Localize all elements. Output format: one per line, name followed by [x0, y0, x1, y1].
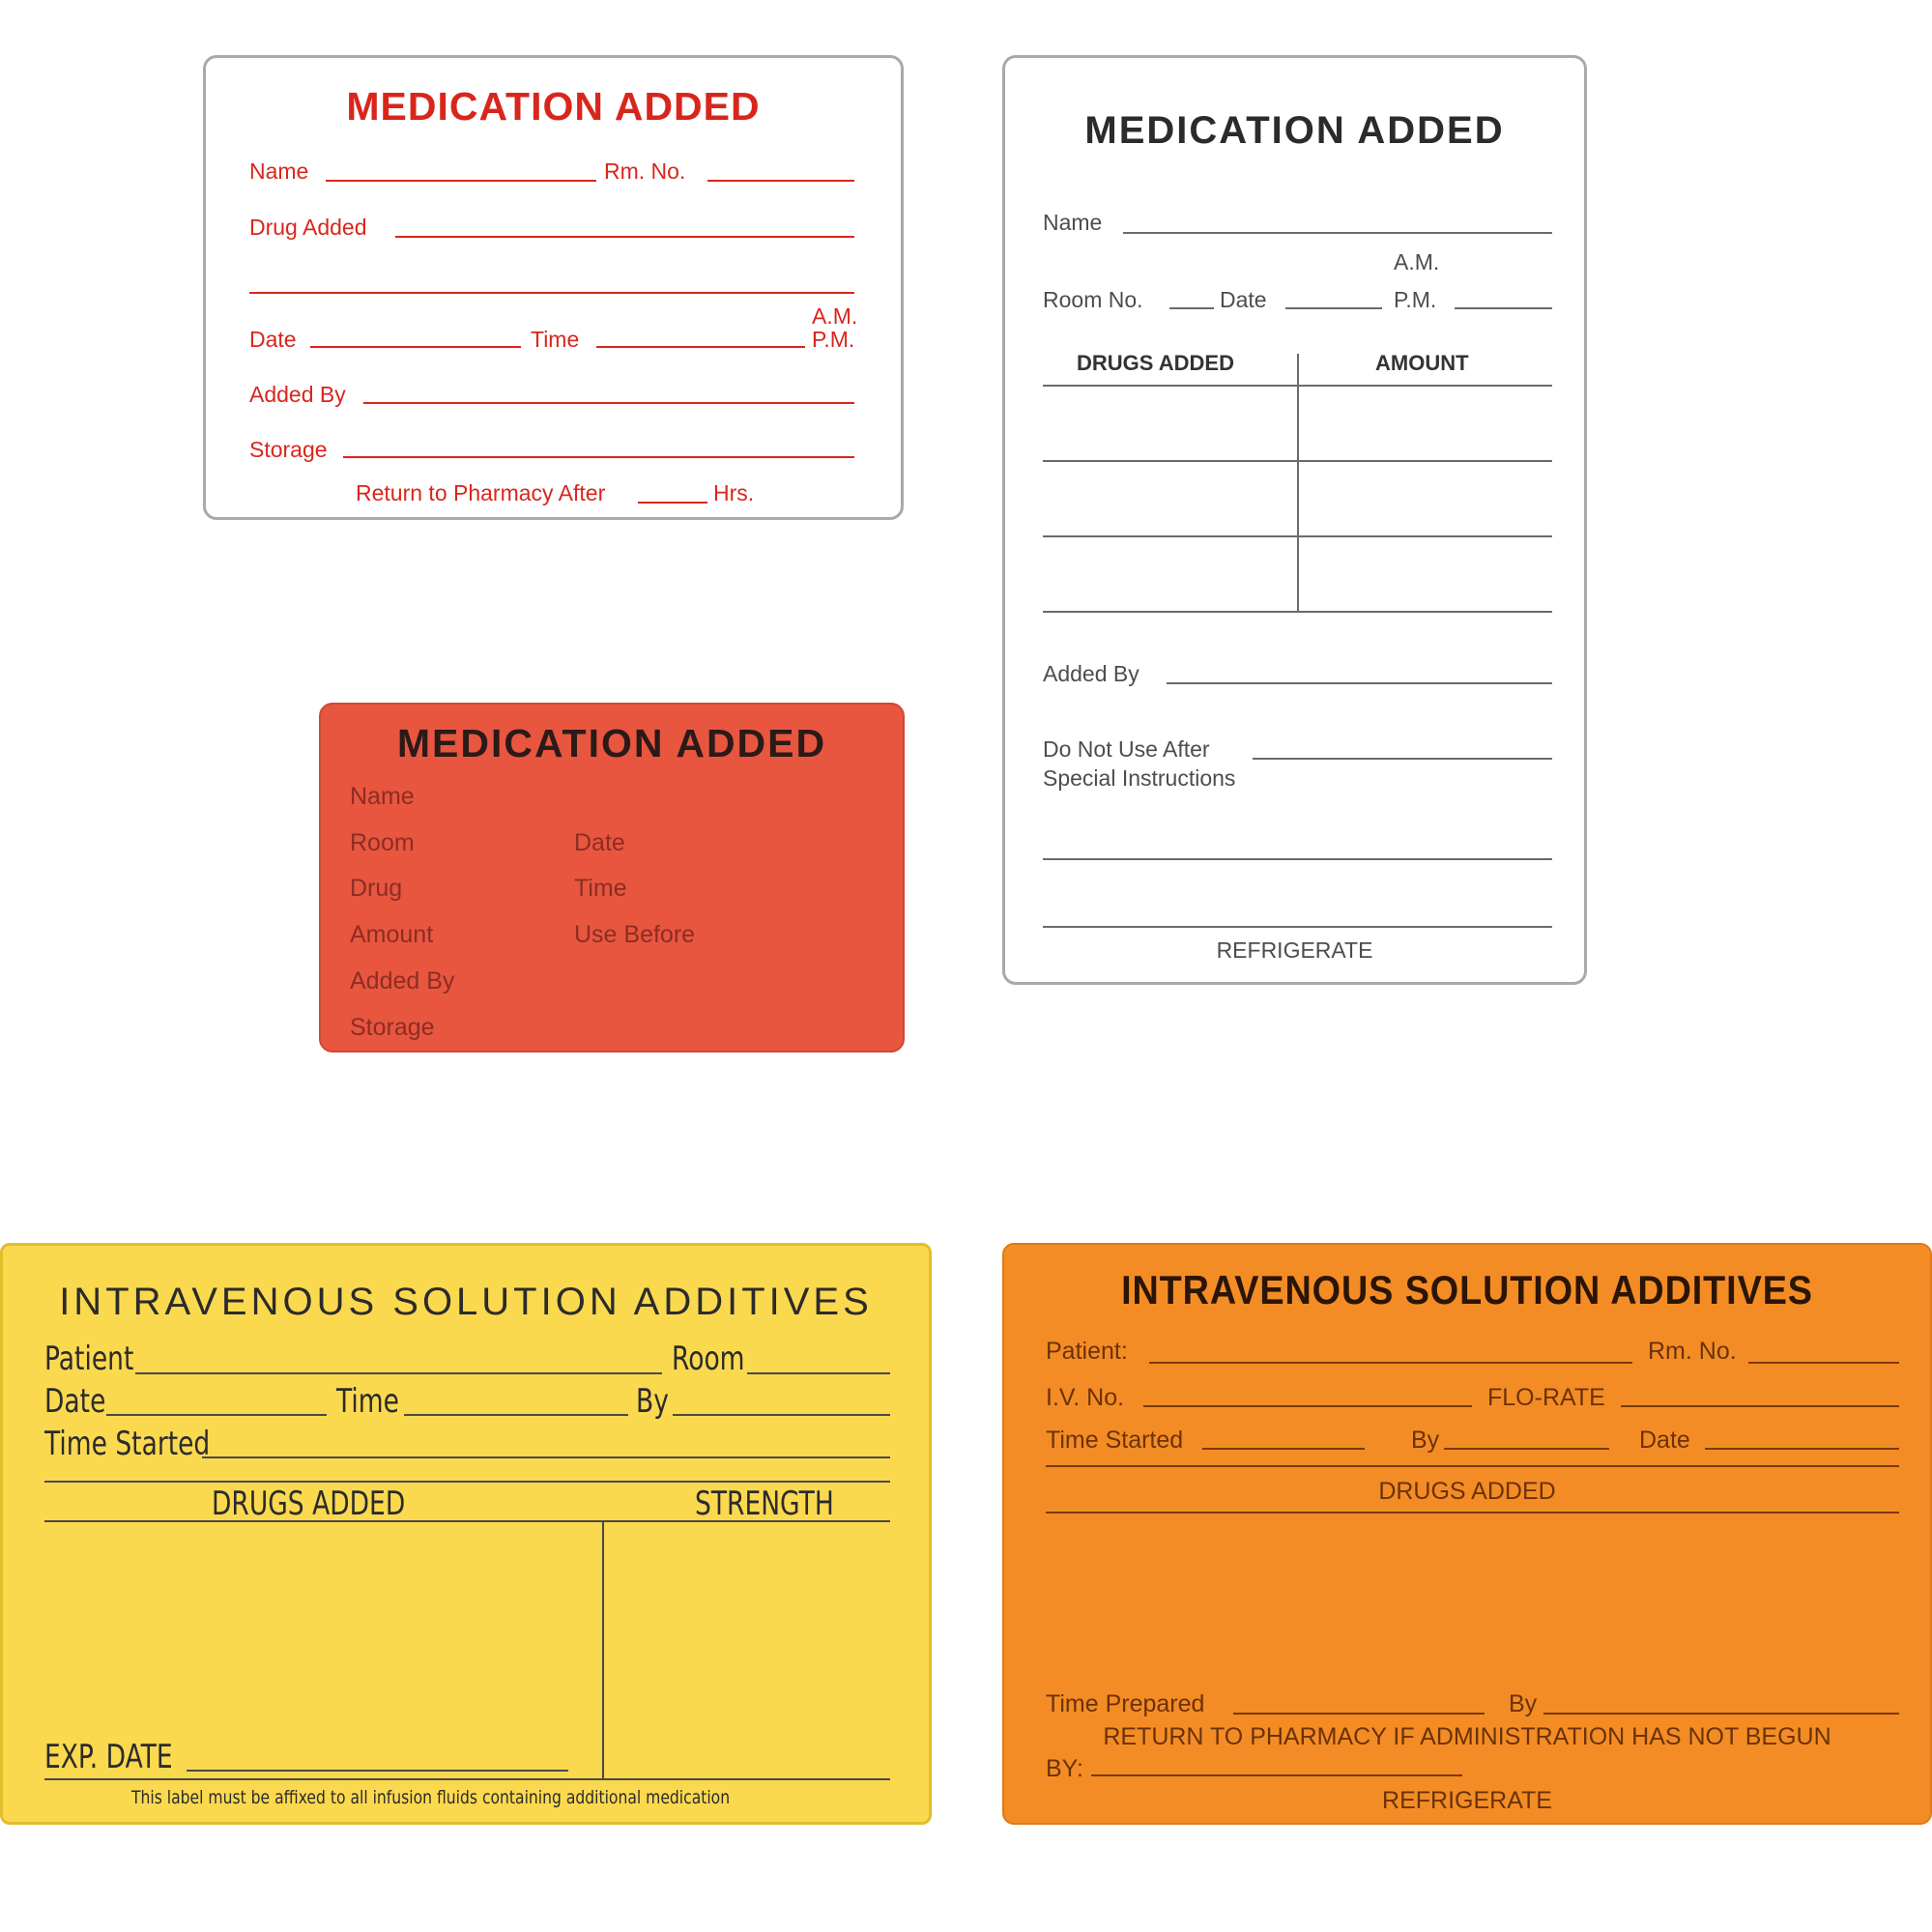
date-field-label: Date	[249, 327, 297, 352]
room-line	[747, 1372, 890, 1374]
drugs-added-column-header: DRUGS ADDED	[1077, 351, 1234, 375]
name-field-label: Name	[350, 783, 415, 810]
label-title: MEDICATION ADDED	[346, 84, 761, 129]
pm-label: P.M.	[1394, 287, 1437, 312]
by-prepared-field-label: By	[1509, 1690, 1538, 1717]
room-no-field-label: Room No.	[1043, 287, 1143, 312]
iv-no-field-label: I.V. No.	[1046, 1384, 1125, 1411]
amount-column-header: AMOUNT	[1375, 351, 1469, 375]
medication-added-label-red	[203, 55, 904, 520]
added-by-field-label: Added By	[249, 382, 346, 407]
added-by-line	[363, 402, 854, 404]
flo-rate-field-label: FLO-RATE	[1487, 1384, 1605, 1411]
table-column-divider	[1297, 354, 1299, 611]
by-line	[1444, 1448, 1609, 1450]
special-instructions-label: Special Instructions	[1043, 765, 1236, 791]
pm-line	[1455, 307, 1552, 309]
rm-no-field-label: Rm. No.	[604, 159, 686, 184]
drug-added-field-label: Drug Added	[249, 215, 367, 240]
time-field-label: Time	[574, 875, 627, 902]
patient-field-label: Patient	[44, 1340, 134, 1378]
added-by-field-label: Added By	[1043, 661, 1139, 686]
date-field-label: Date	[1639, 1427, 1690, 1454]
am-label: A.M.	[1394, 249, 1440, 274]
hours-text: Hrs.	[713, 480, 755, 505]
name-field-label: Name	[1043, 210, 1103, 235]
time-started-line	[202, 1456, 890, 1458]
name-field-label: Name	[249, 159, 309, 184]
label-title: MEDICATION ADDED	[396, 721, 827, 765]
drug-added-line	[395, 236, 854, 238]
by-colon-line	[1091, 1774, 1462, 1776]
iv-no-line	[1143, 1405, 1472, 1407]
room-field-label: Room	[350, 829, 415, 856]
by-field-label: By	[636, 1382, 669, 1421]
use-before-field-label: Use Before	[574, 921, 696, 948]
drugs-added-column-header: DRUGS ADDED	[212, 1485, 406, 1523]
room-no-line	[1169, 307, 1214, 309]
exp-date-line	[187, 1770, 568, 1772]
iv-solution-additives-label-orange	[1002, 1243, 1932, 1825]
table-row-rule	[1043, 611, 1552, 613]
table-top-rule	[44, 1481, 890, 1483]
time-line	[596, 346, 805, 348]
name-line	[326, 180, 596, 182]
date-field-label: Date	[574, 829, 625, 856]
instructions-line	[1043, 858, 1552, 860]
label-title: MEDICATION ADDED	[1084, 109, 1505, 152]
patient-line	[1149, 1362, 1632, 1364]
do-not-use-after-line	[1253, 758, 1552, 760]
instructions-line	[1043, 926, 1552, 928]
room-field-label: Room	[672, 1340, 745, 1378]
date-field-label: Date	[44, 1382, 106, 1421]
rm-no-field-label: Rm. No.	[1648, 1338, 1737, 1365]
time-field-label: Time	[531, 327, 580, 352]
am-label: A.M.	[812, 303, 858, 329]
date-line	[1285, 307, 1382, 309]
return-to-pharmacy-text: RETURN TO PHARMACY IF ADMINISTRATION HAS NOT BEGUN	[1103, 1723, 1831, 1750]
table-header-rule	[44, 1520, 890, 1522]
drugs-header-rule	[1046, 1512, 1899, 1514]
time-prepared-field-label: Time Prepared	[1046, 1690, 1205, 1717]
date-line	[106, 1414, 327, 1416]
do-not-use-after-label: Do Not Use After	[1043, 736, 1210, 762]
refrigerate-text: REFRIGERATE	[1382, 1787, 1552, 1814]
table-column-divider	[602, 1520, 604, 1778]
name-line	[1123, 232, 1552, 234]
by-prepared-line	[1543, 1713, 1899, 1715]
strength-column-header: STRENGTH	[695, 1485, 834, 1523]
time-field-label: Time	[336, 1382, 399, 1421]
patient-line	[135, 1372, 662, 1374]
label-title: INTRAVENOUS SOLUTION ADDITIVES	[1121, 1267, 1813, 1312]
amount-field-label: Amount	[350, 921, 434, 948]
date-field-label: Date	[1220, 287, 1267, 312]
iv-solution-additives-label-yellow	[0, 1243, 932, 1825]
time-started-field-label: Time Started	[44, 1425, 211, 1463]
time-started-line	[1202, 1448, 1365, 1450]
storage-field-label: Storage	[249, 437, 328, 462]
patient-field-label: Patient:	[1046, 1338, 1128, 1365]
rm-no-line	[707, 180, 854, 182]
refrigerate-text: REFRIGERATE	[1216, 937, 1373, 963]
storage-line	[343, 456, 854, 458]
rm-no-line	[1748, 1362, 1899, 1364]
added-by-field-label: Added By	[350, 967, 455, 995]
return-to-pharmacy-text: Return to Pharmacy After	[356, 480, 606, 505]
medication-added-label-white	[1002, 55, 1587, 985]
date-line	[1705, 1448, 1899, 1450]
hours-line	[638, 502, 707, 504]
by-colon-label: BY:	[1046, 1755, 1083, 1782]
drugs-added-header: DRUGS ADDED	[1378, 1478, 1556, 1505]
date-line	[310, 346, 521, 348]
storage-field-label: Storage	[350, 1014, 435, 1041]
drugs-top-rule	[1046, 1465, 1899, 1467]
time-line	[404, 1414, 628, 1416]
exp-date-field-label: EXP. DATE	[44, 1738, 173, 1776]
drug-added-line-2	[249, 292, 854, 294]
label-title: INTRAVENOUS SOLUTION ADDITIVES	[59, 1281, 873, 1323]
added-by-line	[1167, 682, 1552, 684]
pm-label: P.M.	[812, 327, 855, 352]
time-prepared-line	[1233, 1713, 1485, 1715]
affix-note: This label must be affixed to all infusion fluids containing additional medication	[131, 1787, 731, 1808]
by-line	[673, 1414, 890, 1416]
medication-added-label-red-filled	[319, 703, 905, 1053]
drug-field-label: Drug	[350, 875, 403, 902]
by-field-label: By	[1411, 1427, 1440, 1454]
table-bottom-rule	[44, 1778, 890, 1780]
flo-rate-line	[1621, 1405, 1899, 1407]
time-started-field-label: Time Started	[1046, 1427, 1184, 1454]
